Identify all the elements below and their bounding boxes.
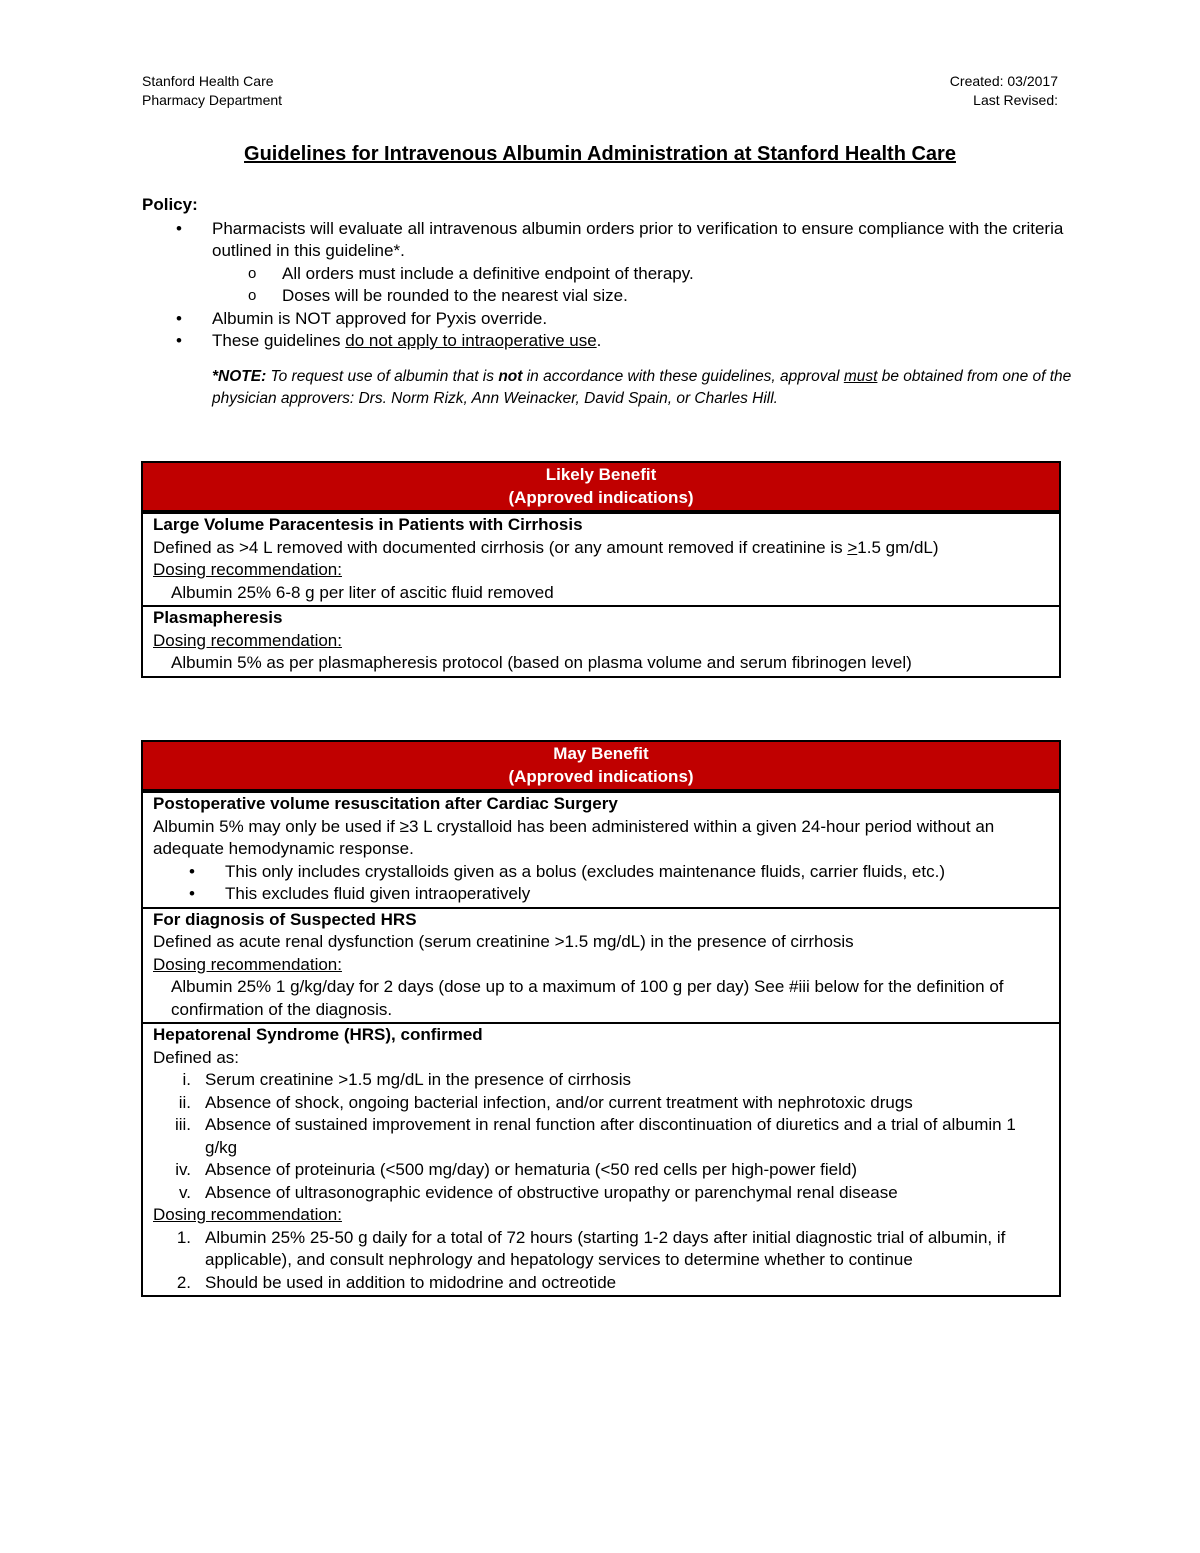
list-item: • This excludes fluid given intraoperatively [153,883,1049,906]
list-item: v. Absence of ultrasonographic evidence of obstructive uropathy or parenchymal renal disease [179,1182,898,1202]
policy-bullet: • Albumin is NOT approved for Pyxis override. [142,308,1072,331]
policy-sub-bullet: o Doses will be rounded to the nearest vial size. [142,285,1072,308]
table-row: Postoperative volume resuscitation after Cardiac Surgery Albumin 5% may only be used if ≥3 L crystalloid has been administered within a given 24-hour period without an adequate hemodynamic response. • This only includes crystalloids given as a bolus (excludes maintenance fluids, carrier fluids, etc.) • This excludes fluid given intraoperatively [143,791,1059,907]
list-item: ii. Absence of shock, ongoing bacterial infection, and/or current treatment with nephrotoxic drugs [178,1092,913,1112]
bullet-icon: • [176,331,182,350]
table-header: May Benefit (Approved indications) [143,742,1059,791]
document-title: Guidelines for Intravenous Albumin Administration at Stanford Health Care [244,143,956,165]
list-item: • This only includes crystalloids given as a bolus (excludes maintenance fluids, carrier fluids, etc.) [153,861,1049,884]
bullet-icon: • [189,884,195,903]
list-item: 1. Albumin 25% 25-50 g daily for a total of 72 hours (starting 1-2 days after initial diagnostic trial of albumin, if applicable), and consult nephrology and hepatology services to determine whether to continue [176,1227,1006,1269]
list-item: iii. Absence of sustained improvement in renal function after discontinuation of diuretics and a trial of albumin 1 g/kg [174,1115,1016,1157]
page-header-left [142,72,282,110]
circle-bullet-icon: o [248,287,257,304]
bullet-icon: • [176,218,182,238]
policy-section [142,194,1072,410]
list-item: i. Serum creatinine >1.5 mg/dL in the presence of cirrhosis [182,1070,632,1089]
circle-bullet-icon: o [248,264,257,282]
header-dept: Pharmacy Department [142,92,283,108]
list-item: 2. Should be used in addition to midodrine and octreotide [176,1272,617,1292]
bullet-icon: • [176,308,182,328]
bullet-icon: • [189,861,195,881]
table-row: Plasmapheresis Dosing recommendation: Albumin 5% as per plasmapheresis protocol (based on plasma volume and serum fibrinogen level) [143,605,1059,676]
policy-bullet: • These guidelines do not apply to intraoperative use. [142,330,1072,353]
page-header-right [950,72,1058,110]
table-row: Large Volume Paracentesis in Patients with Cirrhosis Defined as >4 L removed with documented cirrhosis (or any amount removed if creatinine is >1.5 gm/dL) Dosing recommendation: Albumin 25% 6-8 g per liter of ascitic fluid removed [143,512,1059,605]
policy-note: *NOTE: To request use of albumin that is not in accordance with these guidelines, approval must be obtained from one of the physician approvers: Drs. Norm Rizk, Ann Weinacker, David Spain, or Charles Hill. [212,367,1072,407]
table-row: For diagnosis of Suspected HRS Defined as acute renal dysfunction (serum creatinine >1.5 mg/dL) in the presence of cirrhosis Dosing recommendation: Albumin 25% 1 g/kg/day for 2 days (dose up to a maximum of 100 g per day) See #iii below for the definition of confirmation of the diagnosis. [143,907,1059,1023]
list-item: iv. Absence of proteinuria (<500 mg/day) or hematuria (<50 red cells per high-power field) [175,1160,858,1179]
policy-sub-bullet: o All orders must include a definitive endpoint of therapy. [142,263,1072,286]
table-header: Likely Benefit (Approved indications) [143,463,1059,512]
policy-bullet: • Pharmacists will evaluate all intravenous albumin orders prior to verification to ensure compliance with the criteria outlined in this guideline*. [176,218,1064,260]
header-created: Created: 03/2017 [949,73,1058,89]
header-org: Stanford Health Care [142,73,274,89]
policy-heading: Policy: [142,195,198,214]
table-row: Hepatorenal Syndrome (HRS), confirmed Defined as: i. Serum creatinine >1.5 mg/dL in the presence of cirrhosis ii. Absence of shock, ongoing bacterial infection, and/or current treatment with nephrotoxic drugs iii. Absence of sustained improvement in renal function after discontinuation of diuretics and a trial of albumin 1 g/kg iv. Absence of proteinuria (<500 mg/day) or hematuria (<50 red cells per high-power field) v. Absence of ultrasonographic evidence of obstructive uropathy or parenchymal renal disease Dosing recommendation: 1. Albumin 25% 25-50 g daily for a total of 72 hours (starting 1-2 days after initial diagnostic trial of albumin, if applicable), and consult nephrology and hepatology services to determine whether to continue 2. Should be used in addition to midodrine and octreotide [143,1022,1059,1295]
may-benefit-table [141,740,1061,1297]
likely-benefit-table [141,461,1061,678]
header-revised: Last Revised: [973,92,1058,108]
